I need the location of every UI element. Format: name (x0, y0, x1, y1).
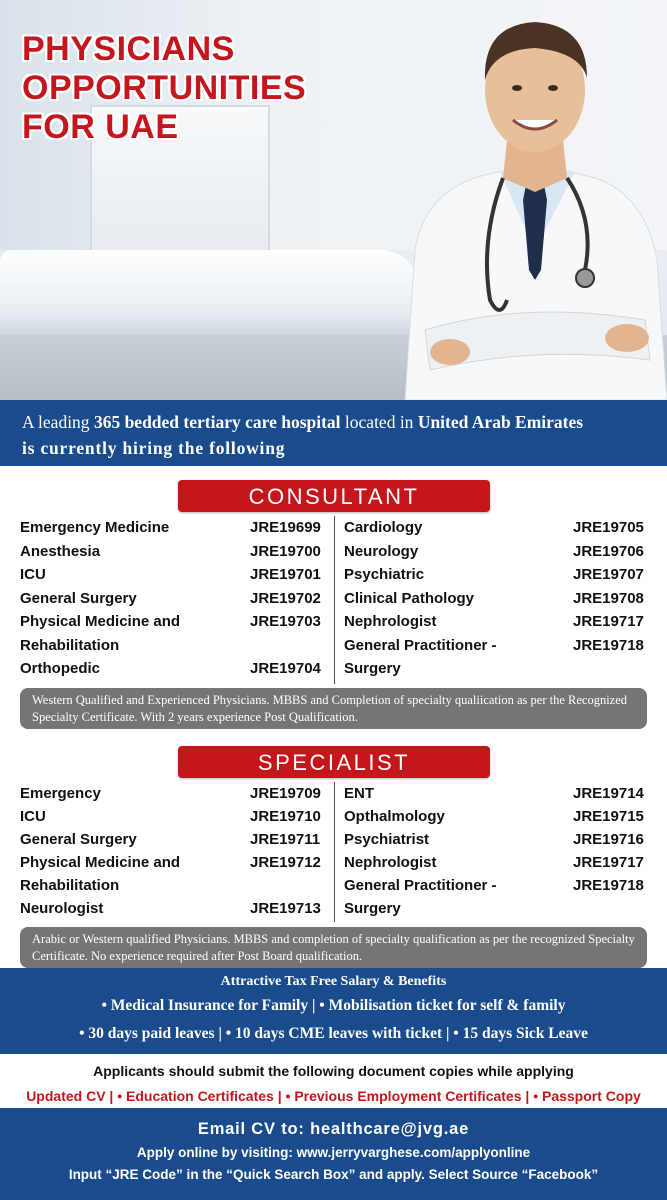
consultant-requirements: Western Qualified and Experienced Physicians. MBBS and Completion of specialty qualiication as per the Recognized Specialty Certificate. With 2 years experience Post Qualification. (20, 688, 647, 729)
table-row (344, 516, 657, 540)
job-code: JRE19715 (573, 808, 644, 825)
intro-text-2: located in (340, 412, 418, 432)
specialty-name: ENT (344, 785, 374, 802)
job-code: JRE19716 (573, 831, 644, 848)
specialty-name-cont: Surgery (344, 660, 401, 677)
intro-bold-2: United Arab Emirates (417, 412, 584, 432)
specialty-name: Emergency (20, 785, 101, 802)
headline (22, 30, 306, 147)
table-row (20, 587, 333, 611)
table-row (344, 805, 657, 828)
job-code: JRE19705 (573, 519, 644, 536)
table-row (344, 563, 657, 587)
specialty-name: Neurologist (20, 900, 104, 917)
table-row (344, 874, 657, 920)
table-row (20, 516, 333, 540)
job-code: JRE19703 (250, 613, 321, 630)
specialist-heading: SPECIALIST (178, 746, 490, 778)
hero-image (0, 0, 667, 400)
job-code: JRE19699 (250, 519, 321, 536)
specialty-name: Emergency Medicine (20, 519, 170, 536)
specialty-name: Cardiology (344, 519, 423, 536)
specialty-name: Anesthesia (20, 542, 101, 560)
consultant-right-column (344, 516, 657, 681)
table-row (344, 634, 657, 681)
specialty-name: Psychiatric (344, 566, 425, 583)
specialist-requirements: Arabic or Western qualified Physicians. MBBS and completion of specialty qualification as per the recognized Specialty Certificate. No experience required after Post Board qualification. (20, 927, 647, 968)
job-code: JRE19709 (250, 785, 321, 802)
job-code: JRE19712 (250, 854, 321, 871)
email-cv[interactable]: Email CV to: healthcare@jvg.ae (197, 1120, 470, 1138)
table-row (344, 851, 657, 874)
benefits-banner (0, 968, 667, 1054)
documents-section (0, 1056, 667, 1108)
specialty-name: Opthalmology (344, 808, 445, 825)
specialty-name: Psychiatrist (344, 831, 430, 848)
job-code: JRE19704 (250, 660, 321, 677)
job-code: JRE19701 (250, 566, 321, 583)
intro-line-2: is currently hiring the following (22, 438, 286, 458)
table-row (20, 851, 333, 897)
specialty-name-cont: Rehabilitation (20, 636, 120, 654)
headline-line-3: FOR UAE (22, 108, 179, 146)
table-row (20, 610, 333, 657)
specialty-name: ICU (20, 566, 46, 583)
job-code: JRE19713 (250, 900, 321, 917)
specialty-name: Physical Medicine and (20, 854, 181, 871)
table-row (344, 782, 657, 805)
documents-list: Updated CV | • Education Certificates | • Previous Employment Certificates | • Passport Copy (26, 1088, 641, 1104)
job-code: JRE19717 (573, 613, 644, 630)
specialist-table (20, 782, 647, 922)
specialty-name: General Surgery (20, 831, 137, 848)
job-code: JRE19718 (573, 636, 644, 654)
job-code: JRE19702 (250, 589, 321, 607)
job-code: JRE19718 (573, 877, 644, 894)
consultant-heading: CONSULTANT (178, 480, 490, 512)
intro-banner (0, 400, 667, 466)
specialty-name-cont: Surgery (344, 900, 401, 917)
doctor-illustration (395, 0, 667, 400)
job-code: JRE19707 (573, 566, 644, 583)
specialist-right-column (344, 782, 657, 920)
table-row (344, 610, 657, 634)
column-divider (334, 516, 335, 684)
benefits-title: Attractive Tax Free Salary & Benefits (220, 974, 447, 989)
job-code: JRE19714 (573, 785, 644, 802)
table-row (20, 657, 333, 681)
table-row (20, 563, 333, 587)
table-row (20, 782, 333, 805)
column-divider (334, 782, 335, 922)
apply-instructions: Input “JRE Code” in the “Quick Search Box” and apply. Select Source “Facebook” (68, 1167, 599, 1182)
headline-line-1: PHYSICIANS (22, 30, 235, 68)
table-row (344, 587, 657, 611)
hospital-bed (0, 250, 420, 340)
specialty-name: General Practitioner - (344, 636, 497, 654)
table-row (20, 540, 333, 564)
consultant-left-column (20, 516, 333, 681)
job-code: JRE19700 (250, 542, 321, 560)
table-row (344, 540, 657, 564)
job-code: JRE19708 (573, 589, 644, 607)
job-code: JRE19717 (573, 854, 644, 871)
specialty-name: Nephrologist (344, 613, 437, 630)
specialty-name-cont: Rehabilitation (20, 877, 120, 894)
job-code: JRE19710 (250, 808, 321, 825)
intro-bold-1: 365 bedded tertiary care hospital (93, 412, 341, 432)
table-row (20, 805, 333, 828)
job-code: JRE19706 (573, 542, 644, 560)
headline-line-2: OPPORTUNITIES (22, 69, 307, 107)
specialty-name: Physical Medicine and (20, 613, 181, 630)
benefits-line-2: • 30 days paid leaves | • 10 days CME leaves with ticket | • 15 days Sick Leave (79, 1025, 588, 1042)
specialty-name: General Surgery (20, 589, 137, 607)
specialty-name: Nephrologist (344, 854, 437, 871)
table-row (20, 828, 333, 851)
table-row (344, 828, 657, 851)
intro-line-1 (22, 409, 667, 435)
intro-text-1: A leading (22, 412, 94, 432)
specialty-name: Clinical Pathology (344, 589, 475, 607)
benefits-line-1: • Medical Insurance for Family | • Mobilisation ticket for self & family (101, 997, 566, 1014)
specialty-name: Neurology (344, 542, 419, 560)
consultant-table (20, 516, 647, 684)
job-code: JRE19711 (250, 831, 321, 848)
table-row (20, 897, 333, 920)
contact-footer (0, 1108, 667, 1200)
specialty-name: General Practitioner - (344, 877, 497, 894)
documents-title: Applicants should submit the following document copies while applying (93, 1063, 574, 1079)
apply-online-link[interactable]: Apply online by visiting: www.jerryvarghese.com/applyonline (136, 1145, 531, 1160)
specialist-left-column (20, 782, 333, 920)
specialty-name: ICU (20, 808, 46, 825)
specialty-name: Orthopedic (20, 660, 101, 677)
